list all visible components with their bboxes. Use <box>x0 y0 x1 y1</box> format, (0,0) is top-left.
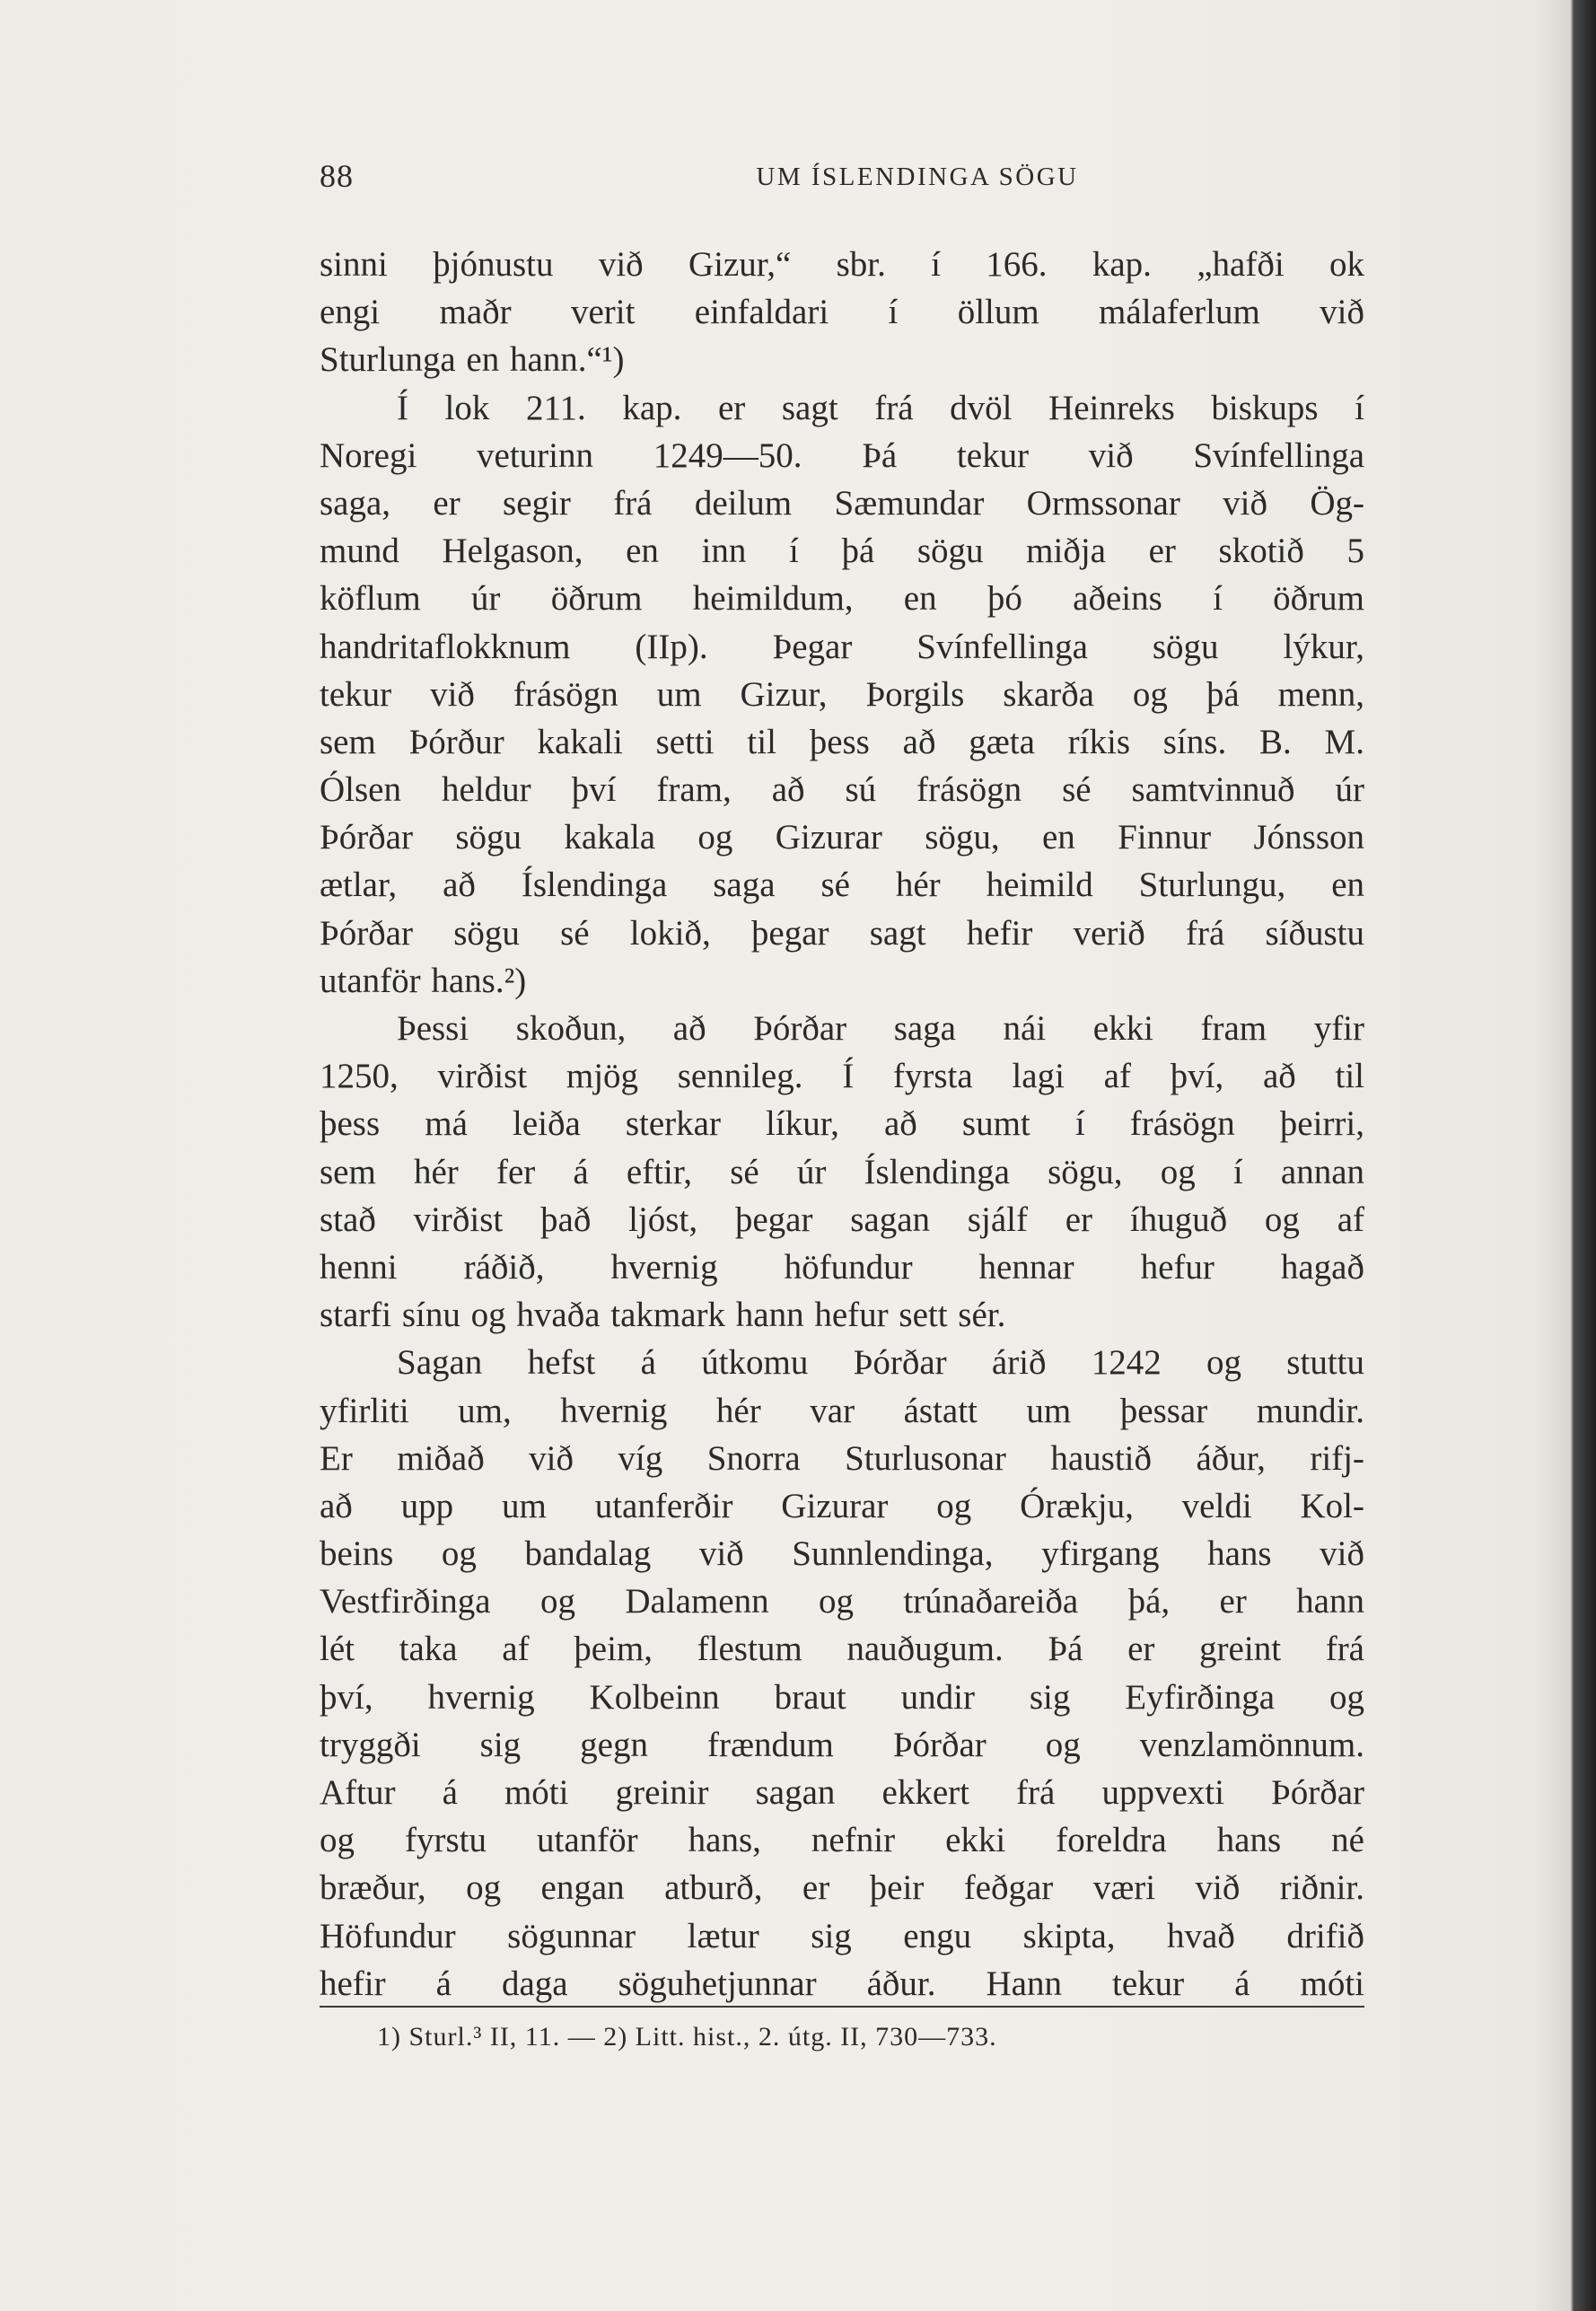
page-header <box>320 157 1364 202</box>
text-line: þess má leiða sterkar líkur, að sumt í frásögn þeirri, <box>320 1104 1364 1144</box>
text-line: beins og bandalag við Sunnlendinga, yfirgang hans við <box>320 1534 1364 1574</box>
text-line: Aftur á móti greinir sagan ekkert frá uppvexti Þórðar <box>320 1773 1364 1812</box>
text-line: ætlar, að Íslendinga saga sé hér heimild Sturlungu, en <box>320 866 1364 905</box>
text-line: lét taka af þeim, flestum nauðugum. Þá er greint frá <box>320 1630 1364 1669</box>
text-line: starfi sínu og hvaða takmark hann hefur sett sér. <box>320 1296 1006 1335</box>
text-line: 1250, virðist mjög sennileg. Í fyrsta lagi af því, að til <box>320 1057 1364 1096</box>
text-line: að upp um utanferðir Gizurar og Órækju, veldi Kol- <box>320 1486 1364 1525</box>
text-line: köflum úr öðrum heimildum, en þó aðeins í öðrum <box>320 579 1364 619</box>
text-line: Þessi skoðun, að Þórðar saga nái ekki fram yfir <box>397 1009 1364 1048</box>
text-line: mund Helgason, en inn í þá sögu miðja er skotið 5 <box>320 532 1364 571</box>
paragraph <box>320 384 1364 1005</box>
text-line: Sagan hefst á útkomu Þórðar árið 1242 og stuttu <box>397 1343 1364 1383</box>
text-line: engi maðr verit einfaldari í öllum málaferlum við <box>320 293 1364 332</box>
text-line: Vestfirðinga og Dalamenn og trúnaðareiða þá, er hann <box>320 1582 1364 1621</box>
footnote-rule <box>320 2006 1364 2008</box>
text-line: Þórðar sögu sé lokið, þegar sagt hefir verið frá síðustu <box>320 913 1364 953</box>
footnote: 1) Sturl.³ II, 11. — 2) Litt. hist., 2. útg. II, 730—733. <box>377 2022 997 2052</box>
text-line: því, hvernig Kolbeinn braut undir sig Eyfirðinga og <box>320 1677 1364 1717</box>
text-line: sinni þjónustu við Gizur,“ sbr. í 166. kap. „hafði ok <box>320 245 1364 284</box>
text-line: sem Þórður kakali setti til þess að gæta ríkis síns. B. M. <box>320 722 1364 761</box>
text-line: saga, er segir frá deilum Sæmundar Ormssonar við Ög- <box>320 483 1364 523</box>
paragraph <box>320 241 1364 384</box>
page-number: 88 <box>320 158 354 194</box>
text-line: Noregi veturinn 1249—50. Þá tekur við Svínfellinga <box>320 435 1364 475</box>
text-line: sem hér fer á eftir, sé úr Íslendinga sögu, og í annan <box>320 1152 1364 1191</box>
text-line: Þórðar sögu kakala og Gizurar sögu, en Finnur Jónsson <box>320 818 1364 857</box>
text-line: og fyrstu utanför hans, nefnir ekki foreldra hans né <box>320 1821 1364 1860</box>
text-line: Er miðað við víg Snorra Sturlusonar haustið áður, rifj- <box>320 1438 1364 1478</box>
text-line: utanför hans.²) <box>320 961 527 1000</box>
text-line: Í lok 211. kap. er sagt frá dvöl Heinreks biskups í <box>397 388 1364 427</box>
text-line: tekur við frásögn um Gizur, Þorgils skarða og þá menn, <box>320 674 1364 714</box>
text-line: handritaflokknum (IIp). Þegar Svínfellinga sögu lýkur, <box>320 627 1364 666</box>
running-head: UM ÍSLENDINGA SÖGU <box>756 163 1079 191</box>
text-line: tryggði sig gegn frændum Þórðar og venzlamönnum. <box>320 1725 1364 1764</box>
text-line: stað virðist það ljóst, þegar sagan sjálf er íhuguð og af <box>320 1199 1364 1239</box>
text-line: hefir á daga söguhetjunnar áður. Hann tekur á móti <box>320 1964 1364 2003</box>
text-line: Ólsen heldur því fram, að sú frásögn sé samtvinnuð úr <box>320 770 1364 810</box>
paragraph <box>320 1339 1364 2008</box>
text-line: henni ráðið, hvernig höfundur hennar hefur hagað <box>320 1247 1364 1287</box>
text-line: Sturlunga en hann.“¹) <box>320 340 625 380</box>
paragraph <box>320 1005 1364 1339</box>
text-line: yfirliti um, hvernig hér var ástatt um þessar mundir. <box>320 1391 1364 1430</box>
text-line: Höfundur sögunnar lætur sig engu skipta, hvað drifið <box>320 1916 1364 1955</box>
text-line: bræður, og engan atburð, er þeir feðgar væri við riðnir. <box>320 1868 1364 1908</box>
body-text <box>320 241 1364 2008</box>
